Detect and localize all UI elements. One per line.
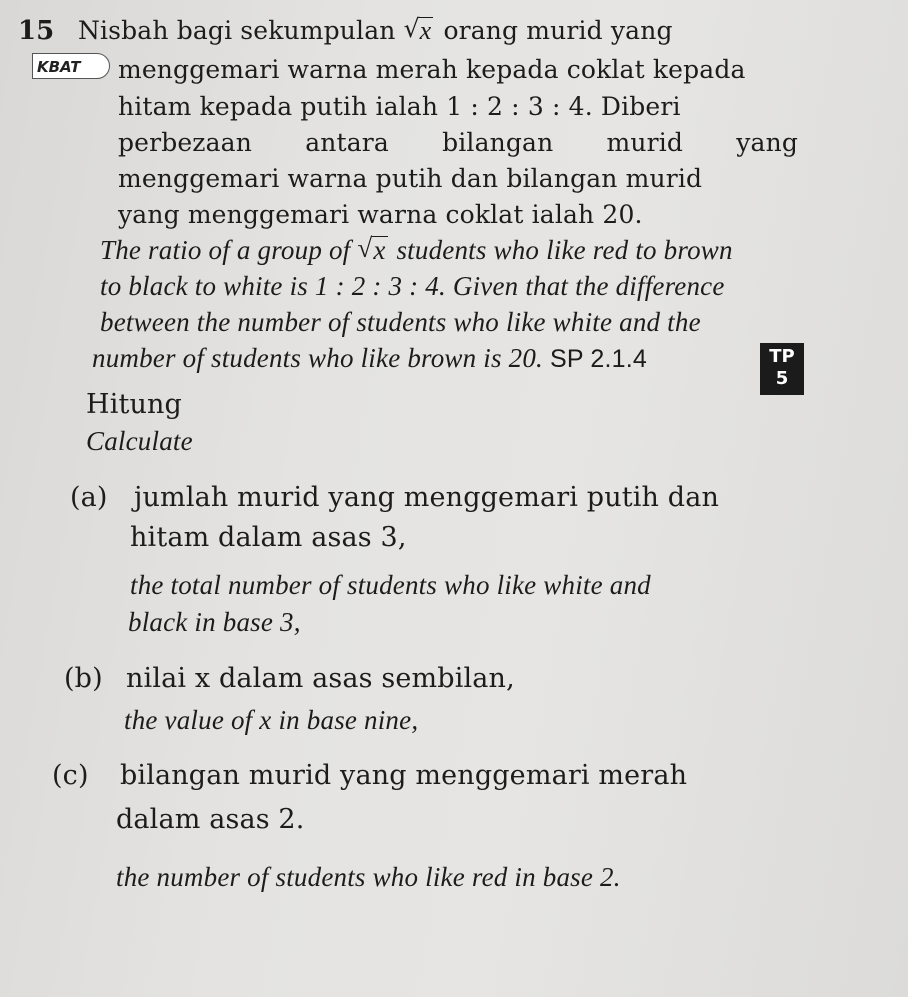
stem-malay-line-6: yang menggemari warna coklat ialah 20. (118, 200, 643, 229)
stem-malay-line-2: menggemari warna merah kepada coklat kepada (118, 55, 746, 84)
stem-malay-line-5: menggemari warna putih dan bilangan murid (118, 164, 703, 193)
question-number: 15 (18, 16, 55, 46)
part-b-label: (b) (64, 663, 103, 694)
sp-code: SP 2.1.4 (549, 345, 647, 373)
part-c-label: (c) (52, 760, 89, 791)
stem-english-line-2: to black to white is 1 : 2 : 3 : 4. Given that the difference (100, 271, 725, 301)
part-a-malay-line-1: jumlah murid yang menggemari putih dan (134, 482, 720, 513)
stem-english-line-3: between the number of students who like white and the (100, 307, 701, 337)
part-b-english-line-1: the value of x in base nine, (124, 705, 419, 735)
instruction-malay: Hitung (86, 389, 182, 420)
kbat-badge: KBAT (32, 53, 110, 79)
part-a-english-line-1: the total number of students who like white and (130, 570, 651, 600)
stem-text: orang murid yang (435, 16, 673, 45)
sqrt-variable: x (373, 235, 386, 265)
part-c-malay-line-2: dalam asas 2. (116, 804, 305, 835)
stem-text: number of students who like brown is 20. (92, 343, 550, 373)
stem-english-line-1 (100, 235, 733, 265)
stem-text: students who like red to brown (389, 235, 733, 265)
stem-text: The ratio of a group of (100, 235, 358, 265)
instruction-english: Calculate (86, 426, 193, 456)
part-a-english-line-2: black in base 3, (128, 607, 301, 637)
stem-malay-line-4: perbezaan antara bilangan murid yang (118, 128, 798, 157)
tp-level: 5 (775, 368, 789, 389)
tp-label: TP (769, 346, 795, 367)
stem-malay-line-3: hitam kepada putih ialah 1 : 2 : 3 : 4. Diberi (118, 92, 681, 121)
sqrt-symbol (357, 235, 387, 265)
tp-level-badge (760, 343, 804, 395)
stem-english-line-4 (92, 343, 647, 374)
sqrt-symbol (404, 16, 434, 46)
stem-malay-line-1 (78, 16, 673, 46)
part-c-english-line-1: the number of students who like red in base 2. (116, 862, 621, 892)
sqrt-variable: x (419, 16, 432, 45)
part-a-label: (a) (70, 482, 108, 513)
part-c-malay-line-1: bilangan murid yang menggemari merah (120, 760, 688, 791)
part-b-malay-line-1: nilai x dalam asas sembilan, (126, 663, 515, 694)
stem-text: Nisbah bagi sekumpulan (78, 16, 404, 45)
part-a-malay-line-2: hitam dalam asas 3, (130, 522, 407, 553)
